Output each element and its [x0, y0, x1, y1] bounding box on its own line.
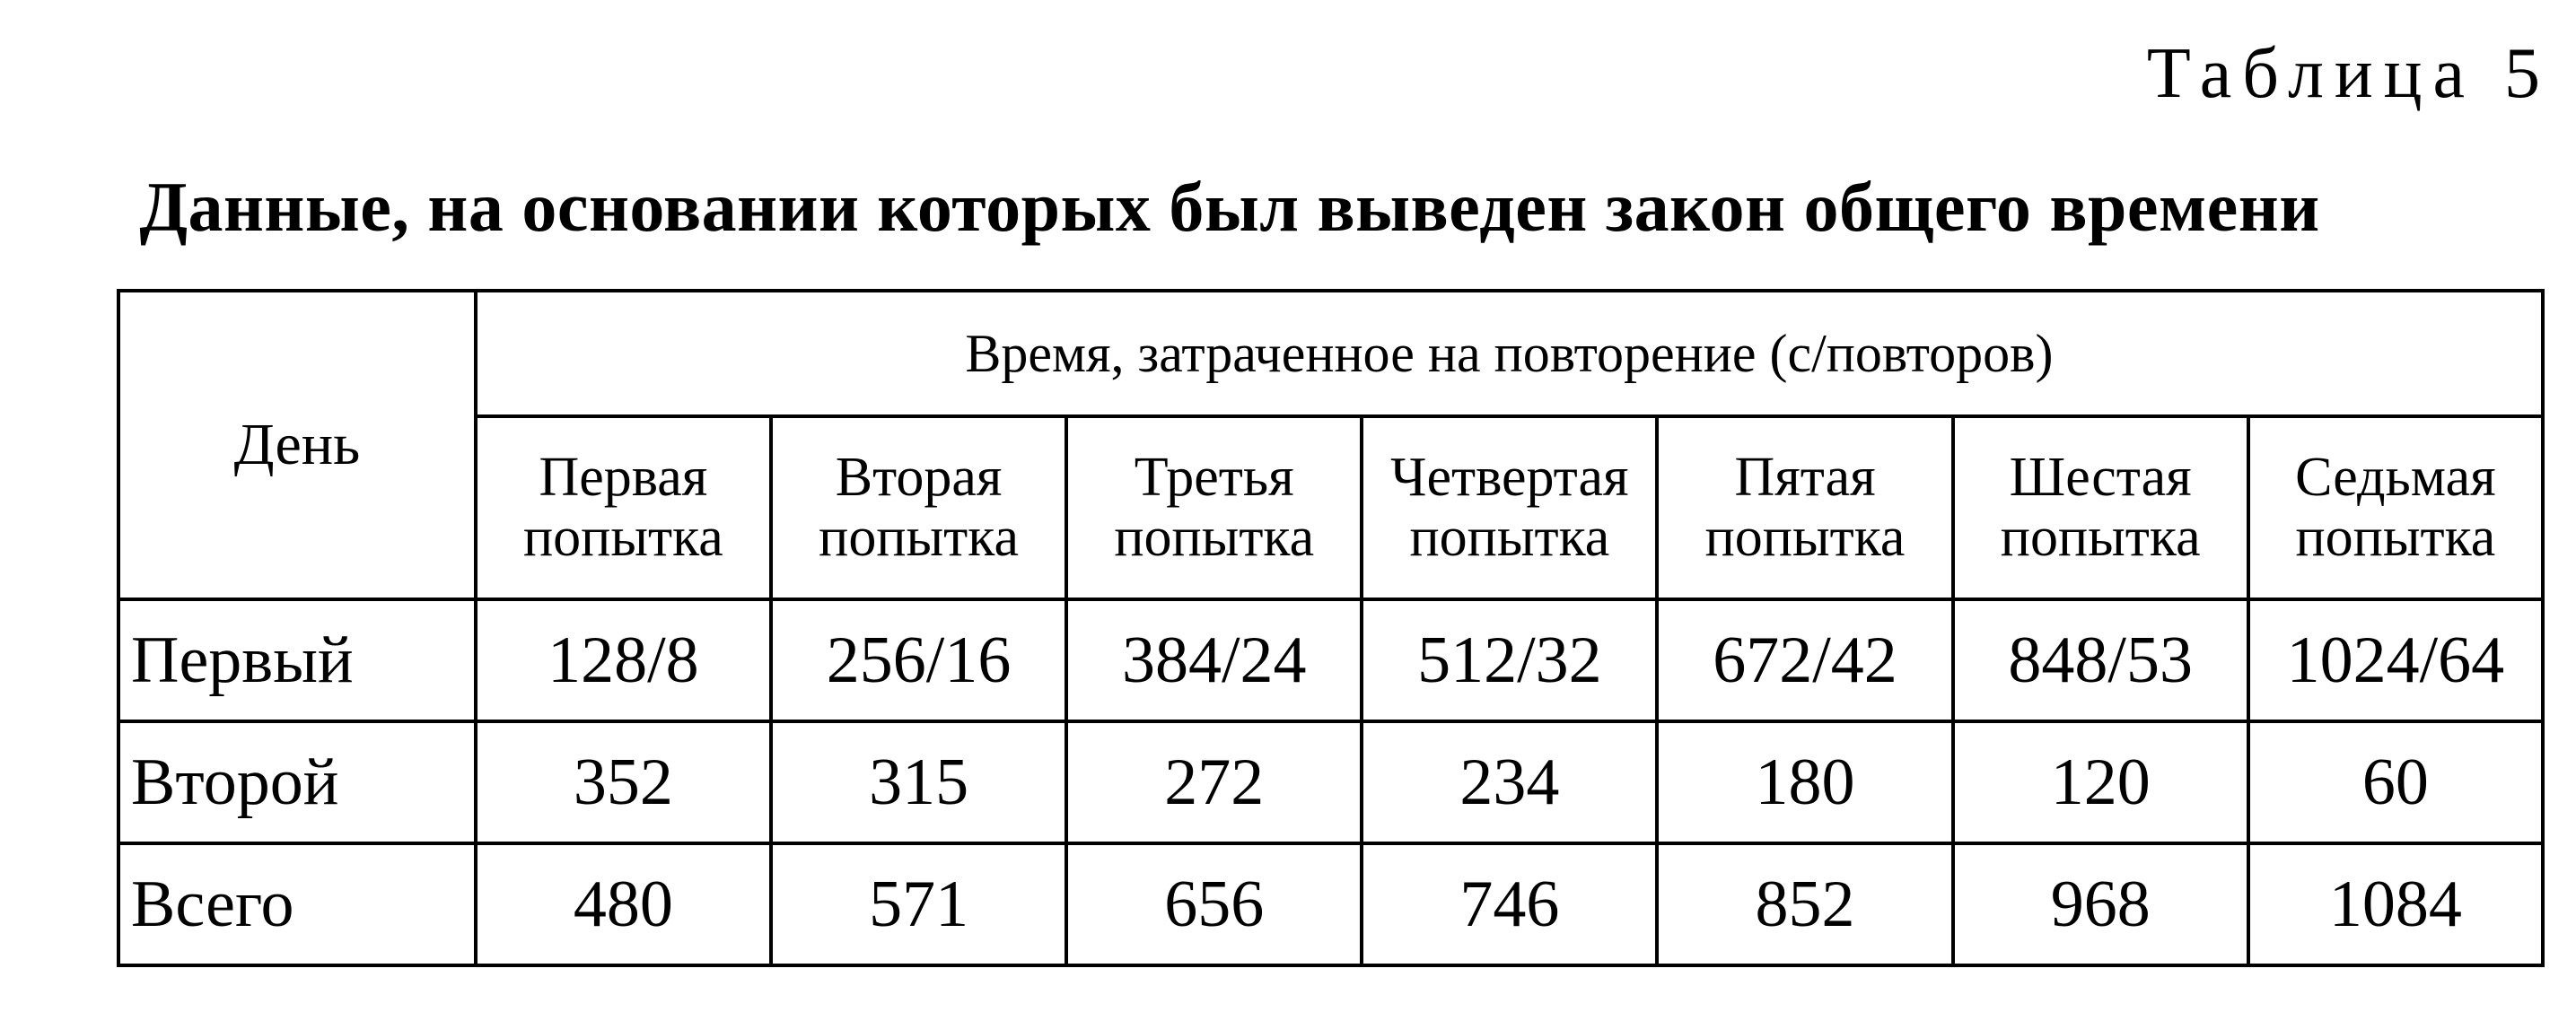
column-header-4: Четвертая попытка	[1362, 416, 1657, 599]
table-cell: 512/32	[1362, 599, 1657, 721]
row-label: Второй	[118, 721, 476, 843]
table-cell: 571	[771, 843, 1066, 965]
table-cell: 1024/64	[2248, 599, 2543, 721]
table-title: Данные, на основании которых был выведен закон общего времени	[139, 168, 2320, 246]
table-cell: 384/24	[1066, 599, 1362, 721]
column-header-6: Шестая попытка	[1953, 416, 2248, 599]
table-cell: 60	[2248, 721, 2543, 843]
table-cell: 272	[1066, 721, 1362, 843]
table-cell: 656	[1066, 843, 1362, 965]
row-label: Первый	[118, 599, 476, 721]
row-label: Всего	[118, 843, 476, 965]
column-header-2: Вторая попытка	[771, 416, 1066, 599]
table-number: Таблица 5	[2146, 34, 2551, 113]
table-row-second-day	[118, 721, 2543, 843]
table-cell: 968	[1953, 843, 2248, 965]
table-row-total	[118, 843, 2543, 965]
table-cell: 480	[476, 843, 771, 965]
column-header-3: Третья попытка	[1066, 416, 1362, 599]
table-cell: 746	[1362, 843, 1657, 965]
table-cell: 852	[1657, 843, 1952, 965]
column-header-1: Первая попытка	[476, 416, 771, 599]
table-cell: 120	[1953, 721, 2248, 843]
table-cell: 180	[1657, 721, 1952, 843]
group-header: Время, затраченное на повторение (с/повторов)	[476, 291, 2543, 416]
column-header-7: Седьмая попытка	[2248, 416, 2543, 599]
row-header-day: День	[118, 291, 476, 599]
column-header-5: Пятая попытка	[1657, 416, 1952, 599]
table-cell: 234	[1362, 721, 1657, 843]
table-cell: 128/8	[476, 599, 771, 721]
table-cell: 1084	[2248, 843, 2543, 965]
table-row-first-day	[118, 599, 2543, 721]
table-cell: 672/42	[1657, 599, 1952, 721]
table-cell: 315	[771, 721, 1066, 843]
table-cell: 848/53	[1953, 599, 2248, 721]
table-cell: 256/16	[771, 599, 1066, 721]
table-cell: 352	[476, 721, 771, 843]
data-table	[117, 289, 2545, 967]
